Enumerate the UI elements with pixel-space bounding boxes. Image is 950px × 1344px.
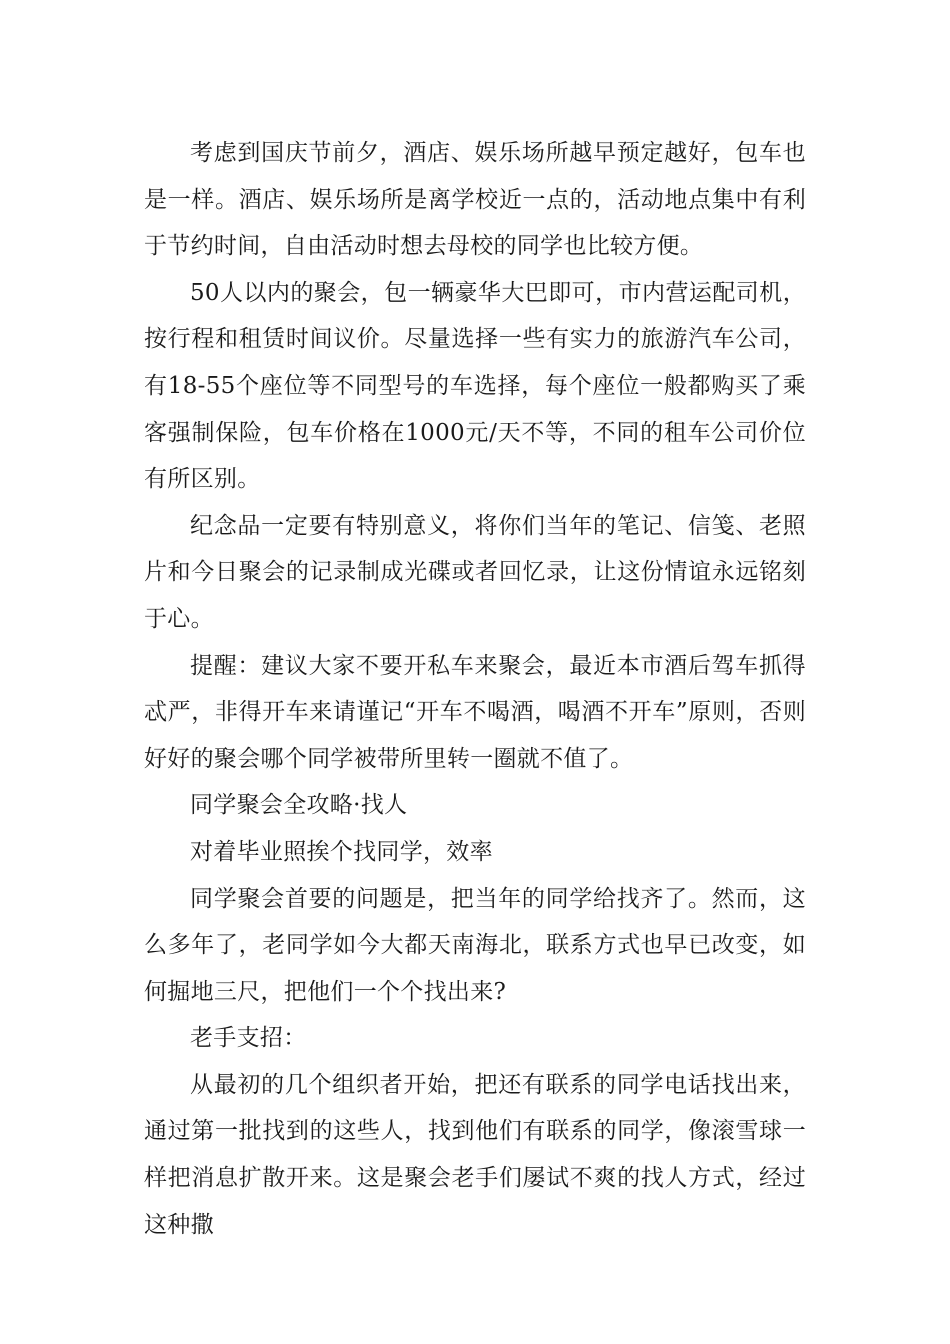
- paragraph-souvenir: 纪念品一定要有特别意义，将你们当年的笔记、信笺、老照片和今日聚会的记录制成光碟或者回忆录，让这份情谊永远铭刻于心。: [144, 512, 806, 632]
- paragraph-snowball-method: 从最初的几个组织者开始，把还有联系的同学电话找出来，通过第一批找到的这些人，找到他们有联系的同学，像滚雪球一样把消息扩散开来。这是聚会老手们屡试不爽的找人方式，经过这种撒: [144, 1071, 806, 1238]
- paragraph-finding-classmates: 同学聚会首要的问题是，把当年的同学给找齐了。然而，这么多年了，老同学如今大都天南海北，联系方式也早已改变，如何掘地三尺，把他们一个个找出来?: [144, 885, 806, 1005]
- section-heading: 同学聚会全攻略·找人: [190, 792, 408, 819]
- sub-heading: 对着毕业照挨个找同学，效率: [190, 838, 493, 865]
- document-page: [144, 130, 806, 1248]
- paragraph-booking: 考虑到国庆节前夕，酒店、娱乐场所越早预定越好，包车也是一样。酒店、娱乐场所是离学校近一点的，活动地点集中有利于节约时间，自由活动时想去母校的同学也比较方便。: [144, 140, 806, 260]
- paragraph-reminder: 提醒：建议大家不要开私车来聚会，最近本市酒后驾车抓得忒严，非得开车来请谨记“开车不喝酒，喝酒不开车”原则，否则好好的聚会哪个同学被带所里转一圈就不值了。: [144, 652, 806, 772]
- paragraph-bus-rental: 50人以内的聚会，包一辆豪华大巴即可，市内营运配司机，按行程和租赁时间议价。尽量选择一些有实力的旅游汽车公司，有18-55个座位等不同型号的车选择，每个座位一般都购买了乘客强制保险，包车价格在1000元/天不等，不同的租车公司价位有所区别。: [144, 279, 806, 493]
- paragraph-tips-heading: 老手支招：: [190, 1025, 307, 1052]
